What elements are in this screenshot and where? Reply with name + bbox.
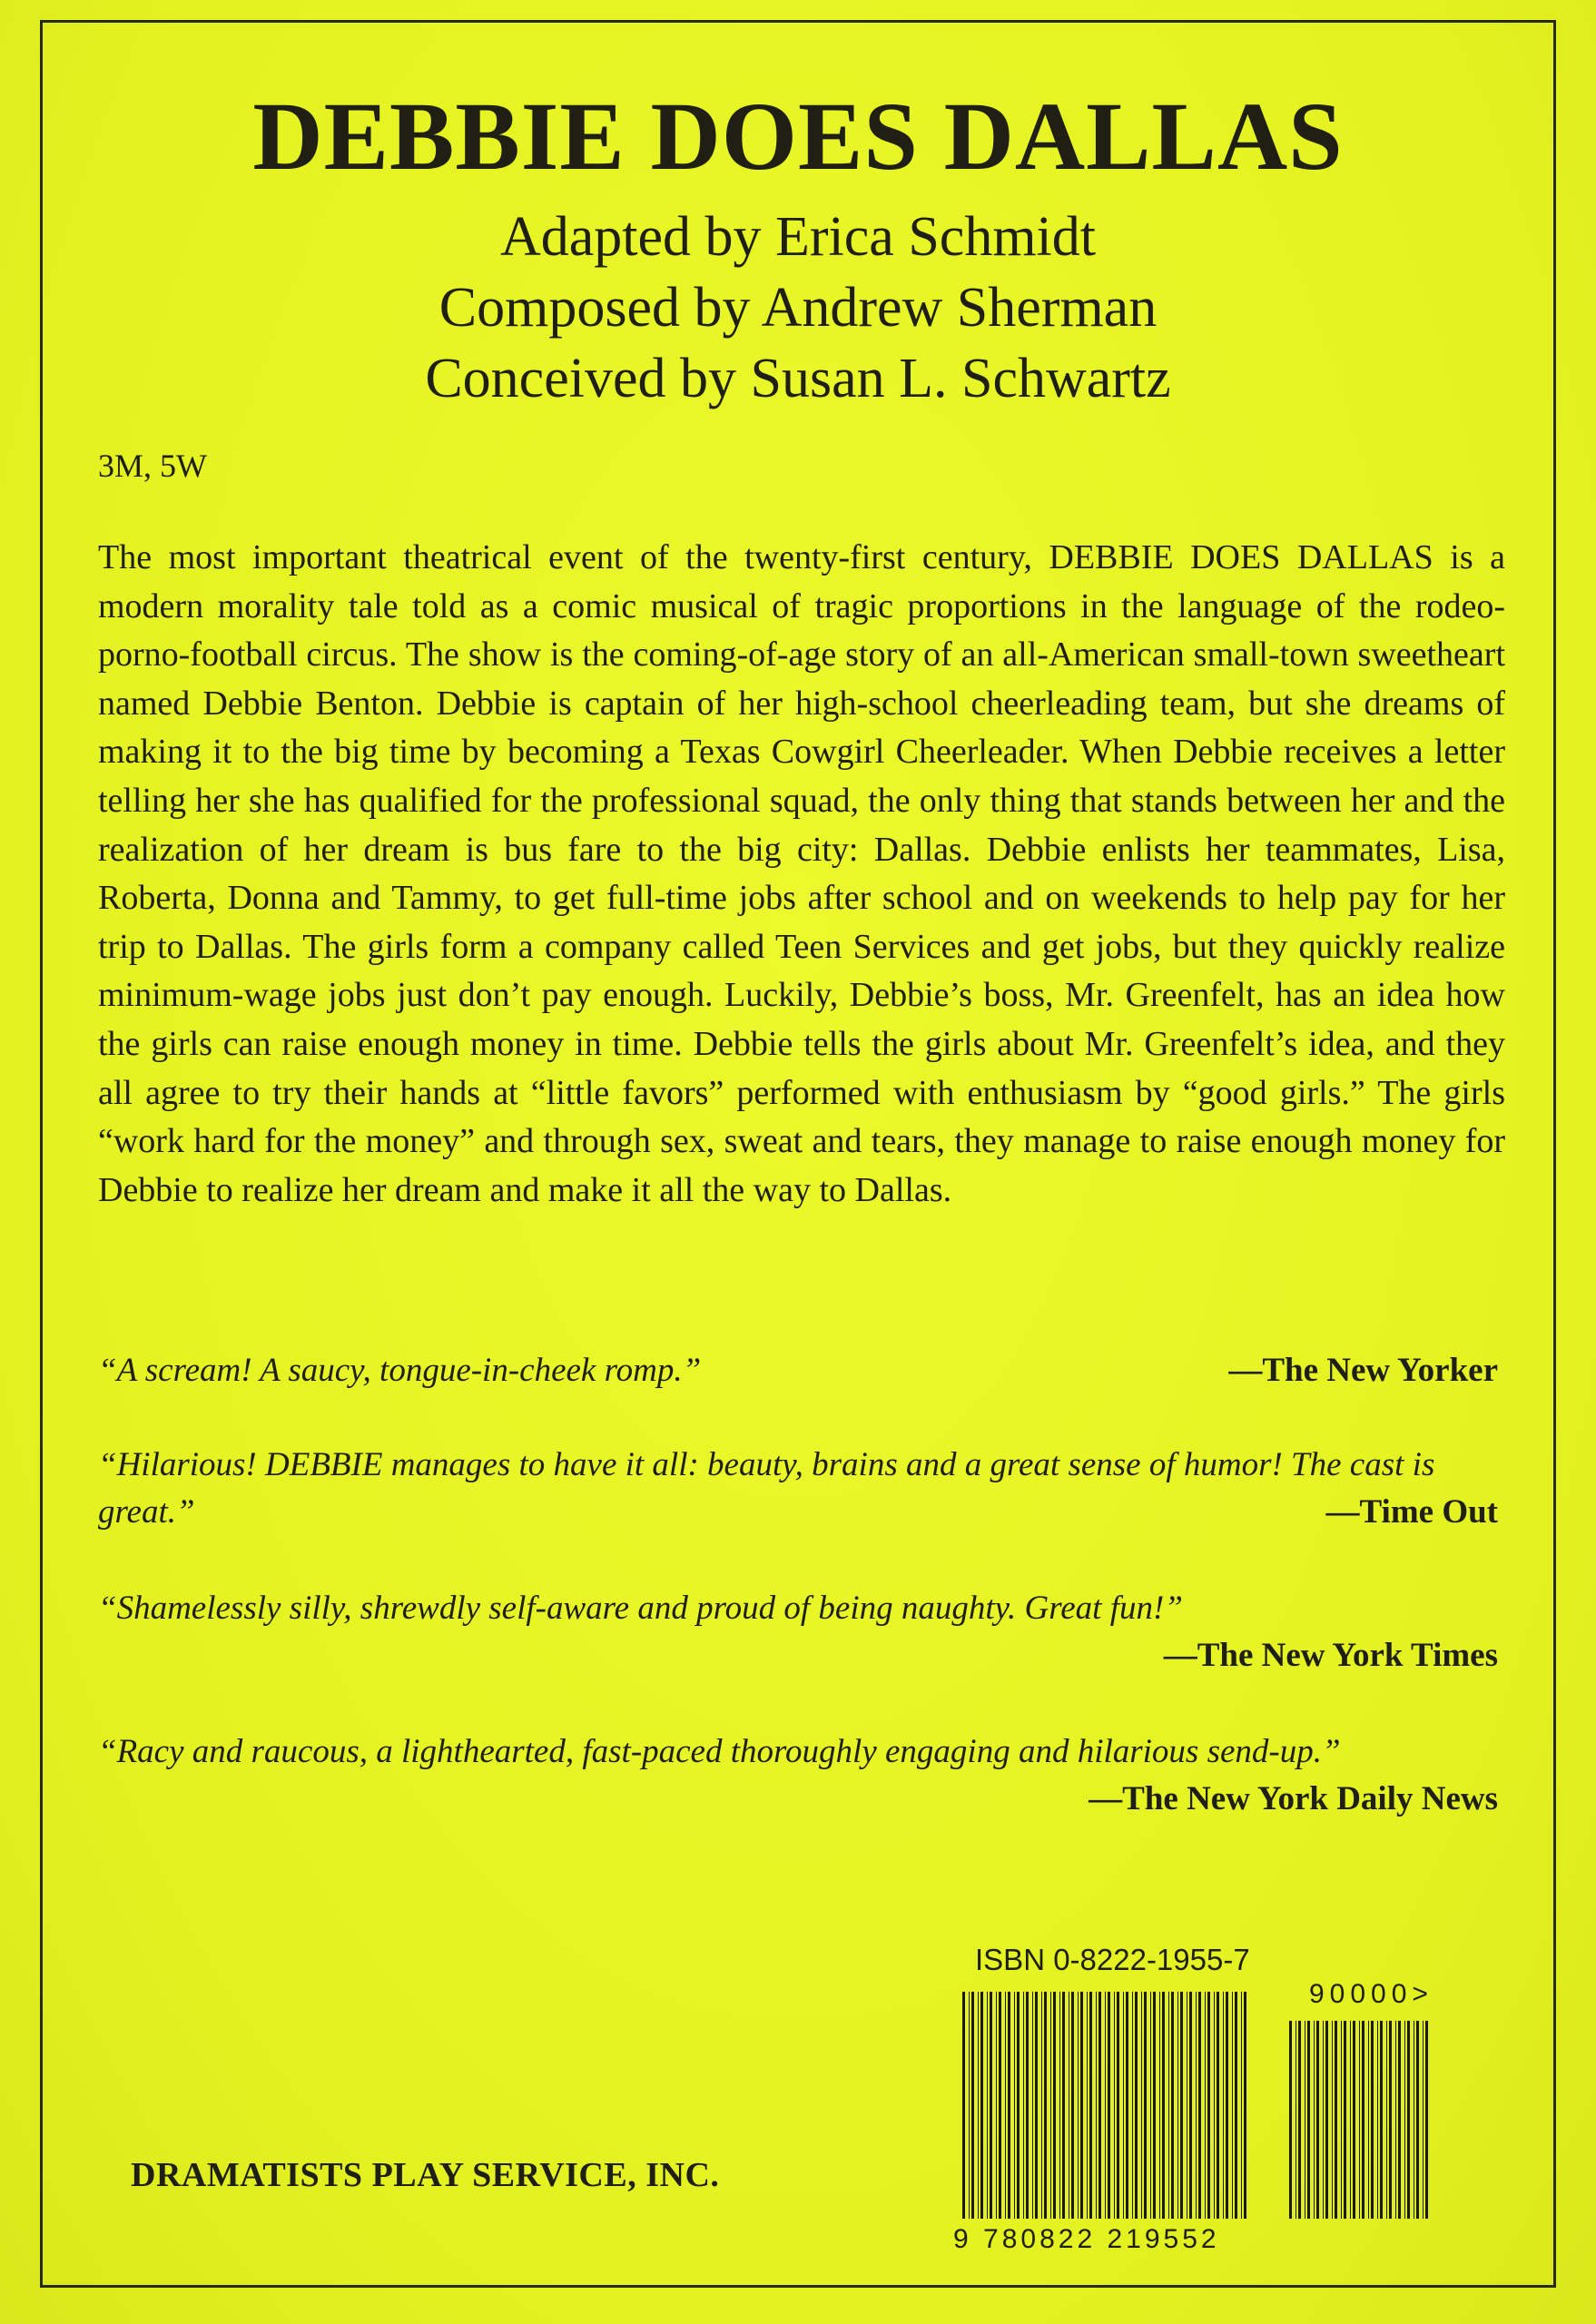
barcode-bar	[1096, 1992, 1097, 2219]
barcode-bar	[1168, 1992, 1169, 2219]
barcode-bar	[1196, 1992, 1197, 2219]
book-title: DEBBIE DOES DALLAS	[252, 84, 1344, 191]
barcode-bar	[1053, 1992, 1056, 2219]
barcode-bar	[1325, 2021, 1328, 2219]
synopsis-paragraph: The most important theatrical event of the twenty-first century, DEBBIE DOES DALLAS is a modern morality tale told as a comic musical of tragic proportions in the language of the rodeo-porno-football circus. The show is the coming-of-age story of an all-American small-town sweetheart named Debbie Benton. Debbie is captain of her high-school cheerleading team, but she dreams of making it to the big time by becoming a Texas Cowgirl Cheerleader. When Debbie receives a letter telling her she has qualified for the professional squad, the only thing that stands between her and the realization of her dream is bus fare to the big city: Dallas. Debbie enlists her teammates, Lisa, Roberta, Donna and Tammy, to get full-time jobs after school and on weekends to help pay for her trip to Dallas. The girls form a company called Teen Services and get jobs, but they quickly realize minimum-wage jobs just don’t pay enough. Luckily, Debbie’s boss, Mr. Greenfelt, has an idea how the girls can raise enough money in time. Debbie tells the girls about Mr. Greenfelt’s idea, and they all agree to try their hands at “little favors” performed with enthusiasm by “good girls.” The girls “work hard for the money” and through sex, sweat and tears, they manage to raise enough money for Debbie to realize her dream and make it all the way to Dallas.	[98, 538, 1505, 1209]
barcode-bar	[1087, 1992, 1088, 2219]
barcode-bar	[1389, 2021, 1392, 2219]
review-quote	[98, 1585, 1505, 1674]
barcode-bar	[1017, 1992, 1020, 2219]
quote-source: —The New York Times	[1163, 1637, 1498, 1674]
barcode-bar	[969, 1992, 970, 2219]
barcode-bar	[1241, 1992, 1242, 2219]
barcode-bar	[1350, 2021, 1351, 2219]
barcode-bar	[1289, 2021, 1292, 2219]
barcode-bar	[1323, 2021, 1324, 2219]
barcode-bar	[987, 1992, 988, 2219]
barcode-bar	[1023, 1992, 1024, 2219]
barcode-bar	[1207, 1992, 1210, 2219]
barcode-bar	[1162, 1992, 1165, 2219]
barcode-bar	[1080, 1992, 1083, 2219]
quote-text: “Racy and raucous, a lighthearted, fast-paced thoroughly engaging and hilarious send-up.”	[98, 1733, 1341, 1770]
barcode-bar	[1217, 1992, 1219, 2219]
barcode-bar	[999, 1992, 1001, 2219]
credits-block	[0, 202, 1596, 414]
isbn-barcode	[961, 1992, 1251, 2219]
barcode-bar	[1078, 1992, 1079, 2219]
credit-conceived: Conceived by Susan L. Schwartz	[425, 348, 1171, 409]
barcode-bar	[1032, 1992, 1033, 2219]
review-quote	[98, 1347, 1505, 1394]
barcode-bar	[1423, 2021, 1424, 2219]
barcode-bar	[1371, 2021, 1374, 2219]
barcode-bar	[1062, 1992, 1065, 2219]
credit-adapted: Adapted by Erica Schmidt	[500, 206, 1096, 268]
barcode-bar	[1232, 1992, 1233, 2219]
barcode-bar	[1135, 1992, 1138, 2219]
barcode-bar	[1335, 2021, 1337, 2219]
barcode-bar	[1150, 1992, 1151, 2219]
price-barcode	[1287, 2021, 1433, 2219]
barcode-bar	[1026, 1992, 1029, 2219]
barcode-bar	[1395, 2021, 1396, 2219]
barcode-bar	[1014, 1992, 1015, 2219]
barcode-bar	[1314, 2021, 1315, 2219]
barcode-bar	[1108, 1992, 1110, 2219]
barcode-bar	[990, 1992, 992, 2219]
barcode-bar	[1223, 1992, 1224, 2219]
barcode-bar	[1005, 1992, 1006, 2219]
quote-text: “Hilarious! DEBBIE manages to have it all: beauty, brains and a great sense of humor! The cast is great.”	[98, 1446, 1435, 1531]
barcode-digits: 9 780822 219552	[953, 2224, 1220, 2254]
barcode-bar	[1332, 2021, 1333, 2219]
review-quote	[98, 1728, 1505, 1817]
barcode-addon-digits: 90000>	[1309, 1979, 1433, 2009]
barcode-bar	[1117, 1992, 1119, 2219]
barcode-bar	[1380, 2021, 1383, 2219]
barcode-bar	[1404, 2021, 1405, 2219]
barcode-bar	[1123, 1992, 1124, 2219]
barcode-bar	[1159, 1992, 1160, 2219]
barcode-bar	[1008, 1992, 1010, 2219]
barcode-bar	[1114, 1992, 1115, 2219]
barcode-bar	[1132, 1992, 1133, 2219]
barcode-bar	[978, 1992, 979, 2219]
quote-text: “A scream! A saucy, tongue-in-cheek romp.”	[98, 1352, 702, 1389]
barcode-bar	[1307, 2021, 1310, 2219]
barcode-bar	[1316, 2021, 1319, 2219]
barcode-bar	[1153, 1992, 1156, 2219]
barcode-bar	[1205, 1992, 1206, 2219]
barcode-bar	[1041, 1992, 1042, 2219]
cast-size: 3M, 5W	[98, 448, 207, 484]
barcode-bar	[1386, 2021, 1387, 2219]
barcode-bar	[980, 1992, 983, 2219]
barcode-bar	[1144, 1992, 1147, 2219]
barcode-bar	[1059, 1992, 1060, 2219]
quote-source: —Time Out	[1325, 1493, 1498, 1531]
barcode-bar	[1171, 1992, 1174, 2219]
barcode-bar	[1244, 1992, 1246, 2219]
barcode-bar	[1105, 1992, 1106, 2219]
barcode-bar	[1180, 1992, 1183, 2219]
barcode-bar	[1359, 2021, 1360, 2219]
barcode-bar	[1035, 1992, 1038, 2219]
barcode-bar	[1126, 1992, 1128, 2219]
barcode-bar	[1141, 1992, 1142, 2219]
barcode-bar	[1226, 1992, 1228, 2219]
barcode-bar	[1235, 1992, 1237, 2219]
quote-source: —The New York Daily News	[1089, 1780, 1498, 1817]
barcode-bar	[1362, 2021, 1364, 2219]
barcode-bar	[1044, 1992, 1047, 2219]
barcode-bar	[1071, 1992, 1074, 2219]
barcode-bar	[1089, 1992, 1092, 2219]
barcode-bar	[1425, 2021, 1428, 2219]
barcode-bar	[1368, 2021, 1369, 2219]
barcode-bar	[1398, 2021, 1401, 2219]
barcode-bar	[1341, 2021, 1342, 2219]
barcode-bar	[1353, 2021, 1355, 2219]
barcode-bar	[962, 1992, 965, 2219]
barcode-bar	[1189, 1992, 1192, 2219]
isbn-label: ISBN 0-8222-1955-7	[975, 1943, 1250, 1976]
review-quote	[98, 1442, 1505, 1536]
barcode-bar	[1344, 2021, 1346, 2219]
barcode-bar	[996, 1992, 997, 2219]
publisher-name: DRAMATISTS PLAY SERVICE, INC.	[131, 2156, 720, 2194]
barcode-bar	[1407, 2021, 1410, 2219]
barcode-bar	[1098, 1992, 1101, 2219]
barcode-bar	[1214, 1992, 1215, 2219]
credit-composed: Composed by Andrew Sherman	[438, 277, 1158, 339]
barcode-bar	[1416, 2021, 1419, 2219]
quote-text: “Shamelessly silly, shrewdly self-aware and proud of being naughty. Great fun!”	[98, 1590, 1183, 1627]
barcode-bar	[971, 1992, 974, 2219]
barcode-bar	[1377, 2021, 1378, 2219]
barcode-bar	[1298, 2021, 1301, 2219]
barcode-bar	[1177, 1992, 1178, 2219]
barcode-bar	[1050, 1992, 1051, 2219]
quote-source: —The New Yorker	[1228, 1352, 1498, 1389]
barcode-bar	[1198, 1992, 1201, 2219]
